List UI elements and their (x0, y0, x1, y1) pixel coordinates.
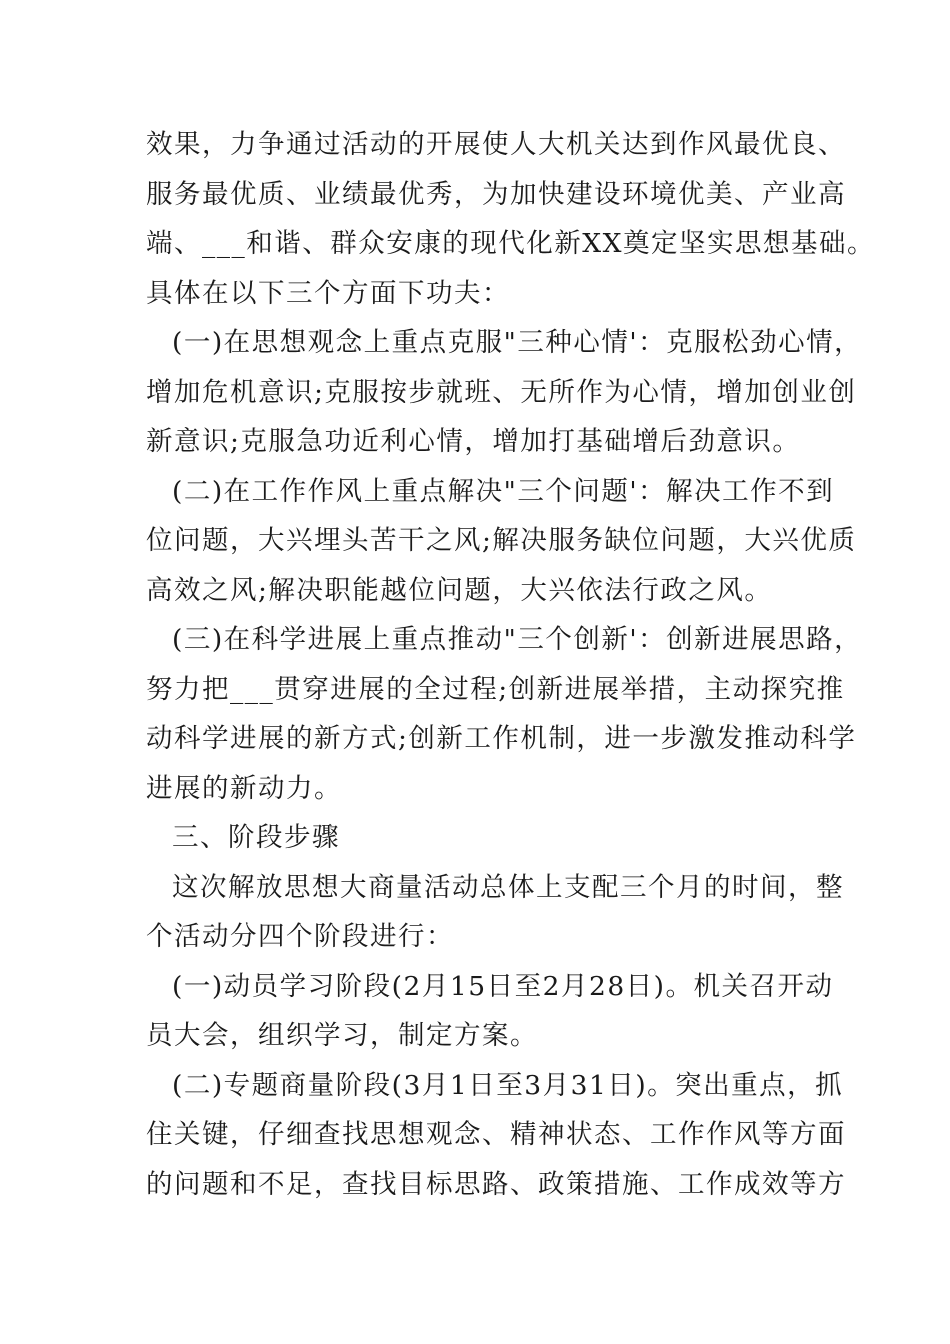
section-heading (146, 813, 810, 863)
text-line: 位问题，大兴埋头苦干之风;解决服务缺位问题，大兴优质 (146, 525, 857, 556)
paragraph-item-3 (146, 615, 863, 813)
text-line: 增加危机意识;克服按步就班、无所作为心情，增加创业创 (146, 376, 857, 408)
paragraph-continuation (146, 120, 875, 318)
paragraph-item-1 (146, 318, 863, 467)
heading-text: 三、阶段步骤 (172, 822, 340, 853)
text-line: (三)在科学进展上重点推动"三个创新'：创新进展思路， (172, 624, 863, 655)
paragraph-item-2 (146, 467, 857, 616)
text-line: (一)动员学习阶段(2月15日至2月28日)。机关召开动 (172, 970, 834, 1002)
text-line: 的问题和不足，查找目标思路、政策措施、工作成效等方 (146, 1168, 846, 1200)
text-line: 员大会，组织学习，制定方案。 (146, 1020, 538, 1051)
text-line: 具体在以下三个方面下功夫： (146, 277, 510, 309)
text-line: 个活动分四个阶段进行： (146, 921, 454, 952)
text-line: 效果，力争通过活动的开展使人大机关达到作风最优良、 (146, 129, 846, 160)
text-line: 高效之风;解决职能越位问题，大兴依法行政之风。 (146, 574, 773, 606)
text-line: 服务最优质、业绩最优秀，为加快建设环境优美、产业高 (146, 178, 846, 210)
paragraph-stage-1 (146, 962, 834, 1061)
text-line: 动科学进展的新方式;创新工作机制，进一步激发推动科学 (146, 723, 857, 754)
text-line: 住关键，仔细查找思想观念、精神状态、工作作风等方面 (146, 1119, 846, 1150)
text-line: (二)专题商量阶段(3月1日至3月31日)。突出重点，抓 (172, 1069, 844, 1101)
paragraph-overview (146, 863, 844, 962)
text-line: 进展的新动力。 (146, 772, 342, 804)
text-line: 这次解放思想大商量活动总体上支配三个月的时间，整 (172, 871, 844, 903)
document-page (146, 120, 875, 1209)
text-line: (二)在工作作风上重点解决"三个问题'：解决工作不到 (172, 475, 835, 507)
text-line: 端、___和谐、群众安康的现代化新XX奠定坚实思想基础。 (146, 228, 875, 259)
text-line: (一)在思想观念上重点克服"三种心情'：克服松劲心情， (172, 327, 863, 358)
paragraph-stage-2 (146, 1061, 846, 1210)
text-line: 努力把___贯穿进展的全过程;创新进展举措，主动探究推 (146, 673, 845, 705)
text-line: 新意识;克服急功近利心情，增加打基础增后劲意识。 (146, 426, 801, 457)
